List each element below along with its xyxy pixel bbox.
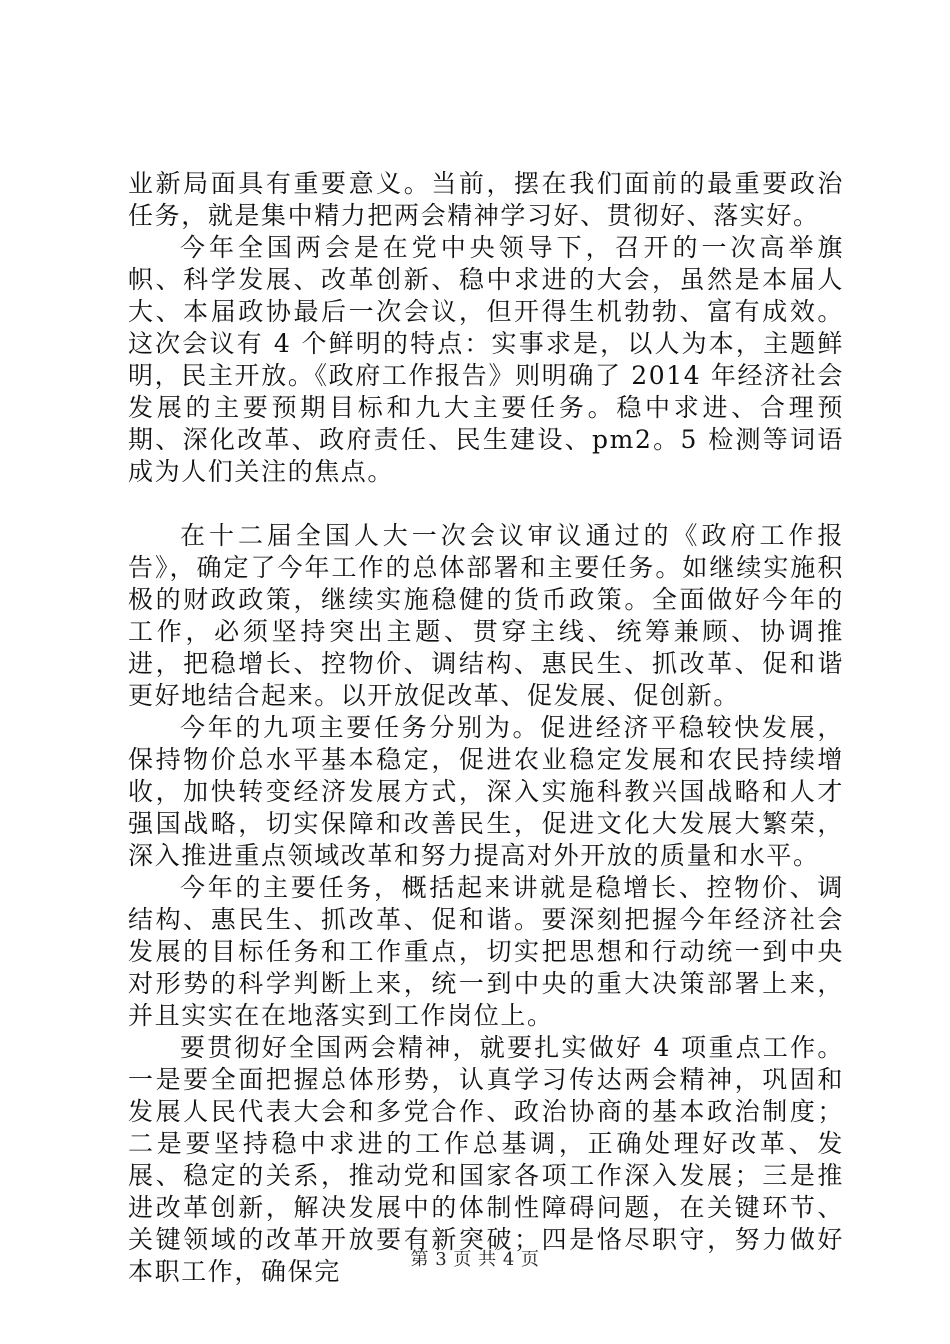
paragraph-two-sessions: 今年全国两会是在党中央领导下，召开的一次高举旗帜、科学发展、改革创新、稳中求进的大会，虽然是本届人大、本届政协最后一次会议，但开得生机勃勃、富有成效。这次会议有 4 个鲜明的特点：实事求是，以人为本，主题鲜明，民主开放。《政府工作报告》则明确了 2014 年经济社会发展的主要预期目标和九大主要任务。稳中求进、合理预期、深化改革、政府责任、民生建设、pm2。5 检测等词语成为人们关注的焦点。 [128, 233, 844, 486]
paragraph-spacer [128, 488, 844, 520]
document-body [128, 168, 844, 1288]
paragraph-government-report: 在十二届全国人大一次会议审议通过的《政府工作报告》，确定了今年工作的总体部署和主要任务。如继续实施积极的财政政策，继续实施稳健的货币政策。全面做好今年的工作，必须坚持突出主题、贯穿主线、统筹兼顾、协调推进，把稳增长、控物价、调结构、惠民生、抓改革、促和谐更好地结合起来。以开放促改革、促发展、促创新。 [128, 521, 844, 710]
paragraph-nine-tasks: 今年的九项主要任务分别为。促进经济平稳较快发展，保持物价总水平基本稳定，促进农业稳定发展和农民持续增收，加快转变经济发展方式，深入实施科教兴国战略和人才强国战略，切实保障和改善民生，促进文化大发展大繁荣，深入推进重点领域改革和努力提高对外开放的质量和水平。 [128, 713, 844, 870]
paragraph-main-tasks: 今年的主要任务，概括起来讲就是稳增长、控物价、调结构、惠民生、抓改革、促和谐。要深刻把握今年经济社会发展的目标任务和工作重点，切实把思想和行动统一到中央对形势的科学判断上来，统一到中央的重大决策部署上来，并且实实在在地落实到工作岗位上。 [128, 873, 844, 1030]
paragraph-four-priorities: 要贯彻好全国两会精神，就要扎实做好 4 项重点工作。一是要全面把握总体形势，认真学习传达两会精神，巩固和发展人民代表大会和多党合作、政治协商的基本政治制度；二是要坚持稳中求进的工作总基调，正确处理好改革、发展、稳定的关系，推动党和国家各项工作深入发展；三是推进改革创新，解决发展中的体制性障碍问题，在关键环节、关键领域的改革开放要有新突破；四是恪尽职守，努力做好本职工作，确保完 [128, 1033, 844, 1286]
paragraph-continuation: 业新局面具有重要意义。当前，摆在我们面前的最重要政治任务，就是集中精力把两会精神学习好、贯彻好、落实好。 [128, 169, 844, 230]
page-number-footer: 第 3 页 共 4 页 [410, 1249, 540, 1270]
